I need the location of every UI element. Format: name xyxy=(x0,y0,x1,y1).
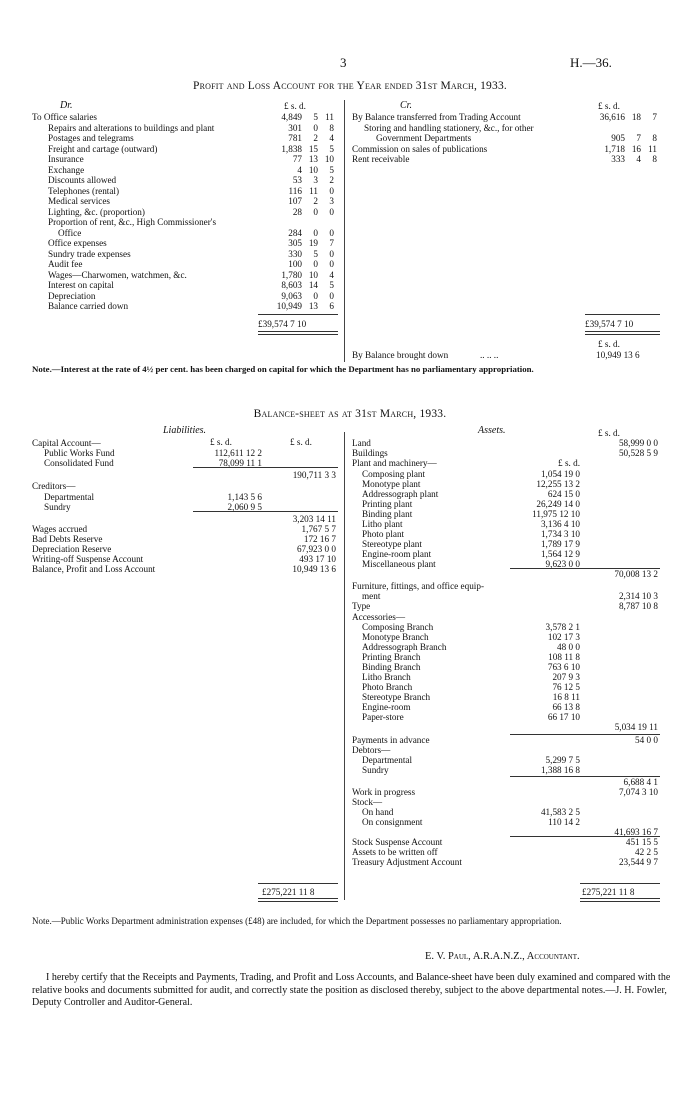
asset-row-value: 76 12 5 xyxy=(552,682,580,692)
asset-row-total: 451 15 5 xyxy=(625,837,658,847)
asset-row-total: 8,787 10 8 xyxy=(618,601,658,611)
cr-row-pence: 8 xyxy=(652,133,657,143)
liab-row-value: 78,099 11 1 xyxy=(218,458,262,468)
dr-row-pounds: 107 xyxy=(288,196,302,206)
cr-total-rule xyxy=(585,314,660,315)
asset-row-label: Printing plant xyxy=(362,499,413,509)
asset-row-label: Accessories— xyxy=(352,612,406,622)
dr-row-shillings: 0 xyxy=(313,259,318,269)
dr-money-head: £ s. d. xyxy=(284,101,306,111)
asset-row-value: 11,975 12 10 xyxy=(532,509,580,519)
dr-row-label: Office expenses xyxy=(48,238,107,248)
asset-row-label: Stock— xyxy=(352,797,383,807)
cr-row-pence: 7 xyxy=(652,112,657,122)
dr-row-shillings: 0 xyxy=(313,290,318,301)
liab-row-label: Creditors— xyxy=(32,481,76,491)
asset-subtotal-rule xyxy=(510,776,660,777)
dr-row-shillings: 5 xyxy=(313,112,318,122)
dr-row-shillings: 0 xyxy=(313,227,318,238)
cr-money-head: £ s. d. xyxy=(598,101,620,111)
dr-row-pence: 0 xyxy=(329,248,334,259)
asset-row-label: Printing Branch xyxy=(362,652,421,662)
asset-row-label: On hand xyxy=(362,807,394,817)
liab-total: £275,221 11 8 xyxy=(262,887,315,897)
dr-row-pounds: 77 xyxy=(292,154,302,164)
asset-row-total: 50,528 5 9 xyxy=(618,448,658,458)
dr-total-rule xyxy=(258,314,338,315)
cr-row-pence: 8 xyxy=(652,154,657,164)
liab-row-total: 3,203 14 11 xyxy=(292,514,336,524)
brought-down-dots: .. .. .. xyxy=(480,350,499,360)
brought-down-money-head: £ s. d. xyxy=(598,339,620,349)
dr-row-shillings: 11 xyxy=(309,185,318,196)
asset-row-label: Photo Branch xyxy=(362,682,413,692)
dr-row-label: Wages—Charwomen, watchmen, &c. xyxy=(48,269,187,280)
dr-row-pence: 0 xyxy=(329,259,334,269)
dr-row-shillings: 0 xyxy=(313,206,318,217)
liab-row-total: 67,923 0 0 xyxy=(296,544,336,554)
dr-row-shillings: 2 xyxy=(313,133,318,143)
asset-row-value: 1,789 17 9 xyxy=(540,539,580,549)
dr-row-pounds: 284 xyxy=(288,227,302,238)
asset-row-label: Composing plant xyxy=(362,469,426,479)
asset-row-value: 9,623 0 0 xyxy=(545,559,580,569)
dr-row-pence: 10 xyxy=(324,154,334,164)
liab-total-double-rule xyxy=(258,898,338,902)
liab-row-label: Depreciation Reserve xyxy=(32,544,112,554)
dr-row-pounds: 4,849 xyxy=(281,112,302,122)
dr-row-label: Balance carried down xyxy=(48,301,129,311)
asset-row-label: Plant and machinery— xyxy=(352,458,437,468)
pl-note: Note.—Interest at the rate of 4½ per cent. has been charged on capital for which the Department has no parliamentary appropriation. xyxy=(32,364,534,374)
asset-row-label: Stock Suspense Account xyxy=(352,837,443,847)
dr-row-label: Insurance xyxy=(48,154,84,164)
cr-row-shillings: 7 xyxy=(636,133,641,143)
dr-row-shillings: 0 xyxy=(313,122,318,133)
asset-row-value: 207 9 3 xyxy=(552,672,580,682)
brought-down-value: 10,949 13 6 xyxy=(596,350,640,360)
dr-row-pence: 8 xyxy=(329,122,334,133)
asset-row-label: Binding plant xyxy=(362,509,413,519)
cr-row-shillings: 4 xyxy=(636,154,641,164)
asset-row-label: Engine-room plant xyxy=(362,549,432,559)
liab-subtotal-rule xyxy=(193,511,338,512)
asset-subtotal-rule xyxy=(510,836,660,837)
dr-row-shillings: 15 xyxy=(308,143,318,154)
liab-row-total: 190,711 3 3 xyxy=(292,470,336,480)
cr-row-pence: 11 xyxy=(648,143,657,154)
asset-row-total: 23,544 9 7 xyxy=(618,857,658,867)
dr-row-pence: 5 xyxy=(329,280,334,290)
asset-row-label: Buildings xyxy=(352,448,388,458)
bs-note: Note.—Public Works Department administration expenses (£48) are included, for which the Department possesses no parliamentary appropriation. xyxy=(32,916,562,926)
liab-row-label: Balance, Profit and Loss Account xyxy=(32,564,156,574)
dr-row-shillings: 13 xyxy=(308,301,318,311)
liab-c1-head: £ s. d. xyxy=(210,437,232,447)
dr-row-label: Depreciation xyxy=(48,290,96,301)
asset-row-value: 1,388 16 8 xyxy=(540,765,580,775)
asset-subtotal-rule xyxy=(510,568,660,569)
dr-label: Dr. xyxy=(60,100,73,111)
asset-row-value: 102 17 3 xyxy=(547,632,580,642)
asset-row-value: 3,136 4 10 xyxy=(540,519,580,529)
dr-row-label: To Office salaries xyxy=(32,112,98,122)
asset-row-value: 66 13 8 xyxy=(552,702,580,712)
liab-row-value: 1,143 5 6 xyxy=(227,492,262,502)
asset-row-total: 54 0 0 xyxy=(635,735,658,745)
dr-row-pence: 4 xyxy=(329,269,334,280)
liab-row-label: Capital Account— xyxy=(32,438,101,448)
asset-row-label: Payments in advance xyxy=(352,735,430,745)
cr-total: £39,574 7 10 xyxy=(585,319,634,329)
asset-row-label: Photo plant xyxy=(362,529,405,539)
liab-row-label: Departmental xyxy=(44,492,94,502)
dr-row-pounds: 305 xyxy=(288,238,302,248)
dr-row-label: Interest on capital xyxy=(48,280,114,290)
asset-row-label: Litho Branch xyxy=(362,672,411,682)
asset-row-value: 26,249 14 0 xyxy=(536,499,580,509)
asset-row-value: 110 14 2 xyxy=(548,817,580,827)
asset-row-label: Treasury Adjustment Account xyxy=(352,857,462,867)
dr-row-pounds: 4 xyxy=(297,164,302,175)
dr-row-shillings: 13 xyxy=(308,154,318,164)
dr-row-shillings: 5 xyxy=(313,248,318,259)
dr-row-pence: 5 xyxy=(329,164,334,175)
asset-row-label: Composing Branch xyxy=(362,622,434,632)
cr-label: Cr. xyxy=(400,100,412,111)
dr-row-pounds: 28 xyxy=(292,206,302,217)
dr-row-pounds: 1,780 xyxy=(281,269,302,280)
asset-row-total: 58,999 0 0 xyxy=(618,438,658,448)
dr-row-pence: 11 xyxy=(325,112,334,122)
liab-row-value: 112,611 12 2 xyxy=(214,448,262,458)
asset-subtotal-rule xyxy=(510,734,660,735)
asset-row-label: Assets to be written off xyxy=(352,847,438,857)
dr-row-pence: 4 xyxy=(329,133,334,143)
dr-row-label: Medical services xyxy=(48,196,110,206)
dr-row-pence: 2 xyxy=(329,175,334,185)
asset-row-value: 5,299 7 5 xyxy=(545,755,580,765)
liab-row-total: 493 17 10 xyxy=(299,554,336,564)
asset-row-total: 7,074 3 10 xyxy=(618,787,658,797)
cr-row-shillings: 18 xyxy=(631,112,641,122)
asset-total: £275,221 11 8 xyxy=(582,887,635,897)
document-reference: H.—36. xyxy=(570,55,612,70)
asset-row-total: 5,034 19 11 xyxy=(614,722,658,732)
dr-row-pounds: 9,063 xyxy=(281,290,302,301)
asset-row-value: 41,583 2 5 xyxy=(540,807,580,817)
asset-row-total: 2,314 10 3 xyxy=(618,591,658,601)
dr-row-label: Exchange xyxy=(48,164,85,175)
asset-row-value: 1,564 12 9 xyxy=(540,549,580,559)
dr-row-label: Audit fee xyxy=(48,259,83,269)
dr-row-pence: 0 xyxy=(329,227,334,238)
asset-row-label: Furniture, fittings, and office equip- xyxy=(352,581,484,591)
dr-row-label: Discounts allowed xyxy=(48,175,117,185)
dr-row-label: Telephones (rental) xyxy=(48,185,120,196)
dr-row-shillings: 2 xyxy=(313,196,318,206)
asset-row-value: 624 15 0 xyxy=(547,489,580,499)
dr-row-pence: 6 xyxy=(329,301,334,311)
cr-row-label: Commission on sales of publications xyxy=(352,143,488,154)
asset-row-value: 108 11 8 xyxy=(548,652,580,662)
assets-label: Assets. xyxy=(478,425,506,436)
asset-row-label: Litho plant xyxy=(362,519,403,529)
cr-row-pounds: 1,718 xyxy=(604,143,625,154)
liab-row-total: 1,767 5 7 xyxy=(301,524,336,534)
brought-down-label: By Balance brought down xyxy=(352,350,449,360)
pl-divider xyxy=(344,100,345,362)
asset-row-value: £ s. d. xyxy=(558,458,580,468)
liab-total-rule xyxy=(258,883,338,884)
dr-row-pence: 0 xyxy=(329,290,334,301)
auditor-certificate: I hereby certify that the Receipts and Payments, Trading, and Profit and Loss Accounts, and Balance-sheet have been duly examined and compared with the relative books and documents submitted for audit, and correctly state the position as disclosed thereby, subject to the above departmental notes.—J. H. Fowler, Deputy Controller and Auditor-General. xyxy=(32,972,671,1008)
accountant-signature: E. V. Paul, A.R.A.N.Z., Accountant. xyxy=(425,951,580,962)
dr-row-pounds: 100 xyxy=(288,259,302,269)
asset-row-label: Miscellaneous plant xyxy=(362,559,436,569)
cr-row-label: Rent receivable xyxy=(352,154,410,164)
asset-row-label: Work in progress xyxy=(352,787,416,797)
asset-row-total: 6,688 4 1 xyxy=(623,777,658,787)
dr-total: £39,574 7 10 xyxy=(258,319,307,329)
asset-row-label: Monotype plant xyxy=(362,479,421,489)
liab-row-label: Sundry xyxy=(44,502,71,512)
asset-row-label: Addressograph plant xyxy=(362,489,439,499)
asset-row-label: Binding Branch xyxy=(362,662,421,672)
liab-subtotal-rule xyxy=(193,467,338,468)
liab-row-label: Consolidated Fund xyxy=(44,458,114,468)
asset-row-label: Type xyxy=(352,601,371,611)
asset-row-label: Stereotype plant xyxy=(362,539,422,549)
dr-row-shillings: 10 xyxy=(308,269,318,280)
dr-row-pence: 0 xyxy=(329,185,334,196)
dr-row-pounds: 8,603 xyxy=(281,280,302,290)
liab-row-total: 10,949 13 6 xyxy=(292,564,336,574)
asset-row-value: 3,578 2 1 xyxy=(545,622,580,632)
asset-row-value: 1,054 19 0 xyxy=(540,469,580,479)
dr-row-pounds: 330 xyxy=(288,248,302,259)
asset-row-label: On consignment xyxy=(362,817,423,827)
asset-total-rule xyxy=(580,883,660,884)
profit-loss-title: Profit and Loss Account for the Year ended 31st March, 1933. xyxy=(193,80,507,92)
dr-row-pounds: 1,838 xyxy=(281,143,302,154)
cr-row-label: Storing and handling stationery, &c., for other xyxy=(364,122,534,133)
dr-row-pounds: 53 xyxy=(292,175,302,185)
dr-row-label: Repairs and alterations to buildings and plant xyxy=(48,122,215,133)
cr-row-pounds: 905 xyxy=(611,133,625,143)
dr-row-shillings: 3 xyxy=(313,175,318,185)
asset-row-label: Land xyxy=(352,438,371,448)
dr-row-label: Postages and telegrams xyxy=(48,133,134,143)
asset-row-value: 763 6 10 xyxy=(547,662,580,672)
asset-row-label: Departmental xyxy=(362,755,412,765)
liab-row-label: Bad Debts Reserve xyxy=(32,534,103,544)
bs-divider xyxy=(344,432,345,900)
liab-row-label: Wages accrued xyxy=(32,524,88,534)
asset-row-value: 48 0 0 xyxy=(557,642,580,652)
dr-row-pounds: 781 xyxy=(288,133,302,143)
asset-row-label: ment xyxy=(362,591,381,601)
dr-row-shillings: 14 xyxy=(308,280,318,290)
asset-row-total: 42 2 5 xyxy=(635,847,658,857)
asset-row-total: 70,008 13 2 xyxy=(614,569,658,579)
asset-row-label: Monotype Branch xyxy=(362,632,429,642)
dr-row-pence: 0 xyxy=(329,206,334,217)
balance-sheet-title: Balance-sheet as at 31st March, 1933. xyxy=(253,408,447,420)
asset-c2-head: £ s. d. xyxy=(598,428,620,438)
liab-row-label: Writing-off Suspense Account xyxy=(32,554,144,564)
cr-total-double-rule xyxy=(585,331,660,335)
dr-row-label: Freight and cartage (outward) xyxy=(48,143,158,154)
dr-row-pounds: 10,949 xyxy=(276,301,302,311)
dr-total-double-rule xyxy=(258,331,338,335)
dr-row-label: Office xyxy=(58,227,82,238)
page-number: 3 xyxy=(340,55,347,70)
asset-row-label: Addressograph Branch xyxy=(362,642,447,652)
dr-row-pounds: 116 xyxy=(288,185,302,196)
asset-row-label: Paper-store xyxy=(362,712,404,722)
liabilities-label: Liabilities. xyxy=(163,425,207,436)
dr-row-label: Sundry trade expenses xyxy=(48,248,131,259)
asset-row-value: 1,734 3 10 xyxy=(540,529,580,539)
dr-row-label: Proportion of rent, &c., High Commissioner's xyxy=(48,217,217,227)
asset-row-label: Debtors— xyxy=(352,745,391,755)
cr-row-pounds: 36,616 xyxy=(599,112,625,122)
liab-row-total: 172 16 7 xyxy=(303,534,336,544)
asset-row-label: Engine-room xyxy=(362,702,411,712)
asset-total-double-rule xyxy=(580,898,660,902)
dr-row-pounds: 301 xyxy=(288,122,302,133)
dr-row-pence: 7 xyxy=(329,238,334,248)
liab-row-value: 2,060 9 5 xyxy=(227,502,262,512)
asset-row-total: 41,693 16 7 xyxy=(614,827,658,837)
dr-row-label: Lighting, &c. (proportion) xyxy=(48,206,145,217)
asset-row-label: Sundry xyxy=(362,765,389,775)
asset-row-value: 16 8 11 xyxy=(552,692,580,702)
cr-row-label: By Balance transferred from Trading Account xyxy=(352,112,521,122)
dr-row-pence: 5 xyxy=(329,143,334,154)
asset-row-value: 66 17 10 xyxy=(547,712,580,722)
asset-row-label: Stereotype Branch xyxy=(362,692,431,702)
dr-row-pence: 3 xyxy=(329,196,334,206)
cr-row-shillings: 16 xyxy=(631,143,641,154)
liab-c2-head: £ s. d. xyxy=(290,437,312,447)
dr-row-shillings: 19 xyxy=(308,238,318,248)
cr-row-label: Government Departments xyxy=(376,133,472,143)
asset-row-value: 12,255 13 2 xyxy=(536,479,580,489)
liab-row-label: Public Works Fund xyxy=(44,448,115,458)
dr-row-shillings: 10 xyxy=(308,164,318,175)
cr-row-pounds: 333 xyxy=(611,154,625,164)
